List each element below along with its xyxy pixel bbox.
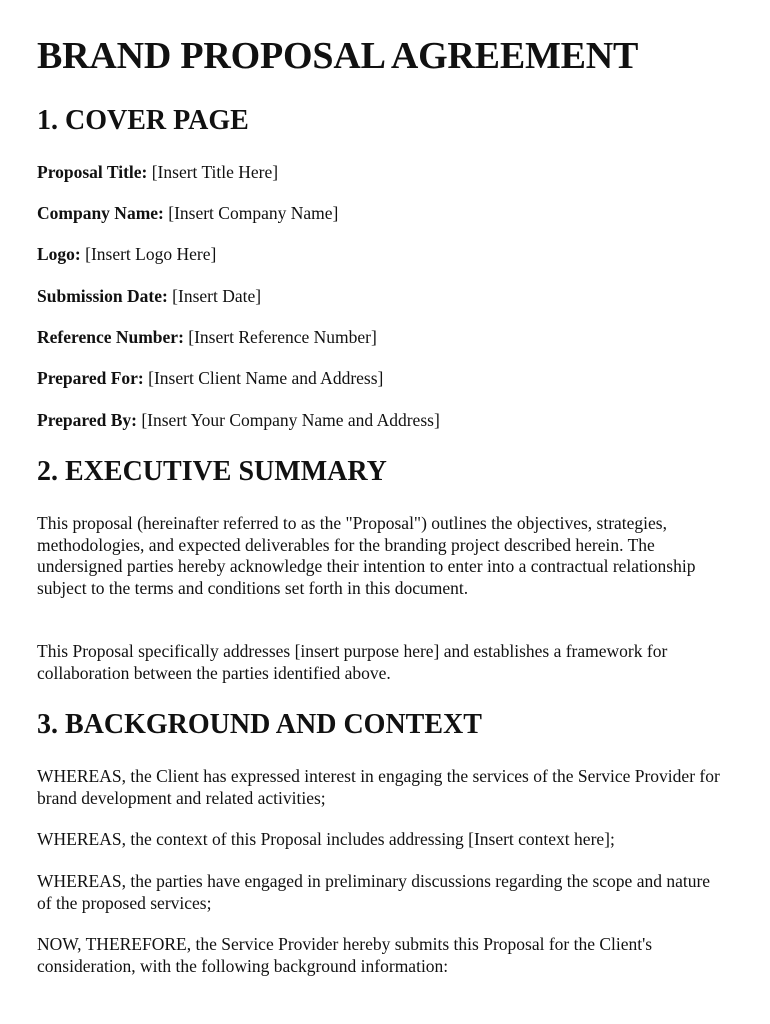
field-submission-date bbox=[37, 285, 261, 307]
background-paragraph: NOW, THEREFORE, the Service Provider hereby submits this Proposal for the Client's consideration, with the following background information: bbox=[37, 934, 653, 976]
field-value: [Insert Company Name] bbox=[168, 203, 339, 223]
field-value: [Insert Date] bbox=[172, 286, 262, 306]
field-value: [Insert Your Company Name and Address] bbox=[141, 410, 440, 430]
background-paragraph: WHEREAS, the context of this Proposal includes addressing [Insert context here]; bbox=[37, 829, 615, 849]
field-proposal-title bbox=[37, 161, 278, 183]
field-value: [Insert Reference Number] bbox=[188, 327, 377, 347]
field-company-name bbox=[37, 202, 338, 224]
field-label: Company Name: bbox=[37, 203, 164, 223]
background-paragraph: WHEREAS, the parties have engaged in preliminary discussions regarding the scope and nature of the proposed services; bbox=[37, 871, 711, 913]
section-heading-cover-page: 1. COVER PAGE bbox=[37, 105, 249, 136]
field-reference-number bbox=[37, 326, 377, 348]
field-value: [Insert Title Here] bbox=[151, 162, 279, 182]
background-paragraph: WHEREAS, the Client has expressed interest in engaging the services of the Service Provider for brand development and related activities; bbox=[37, 766, 720, 808]
field-label: Submission Date: bbox=[37, 286, 168, 306]
section-heading-executive-summary: 2. EXECUTIVE SUMMARY bbox=[37, 456, 387, 487]
field-label: Prepared By: bbox=[37, 410, 137, 430]
field-prepared-for bbox=[37, 367, 383, 389]
field-value: [Insert Logo Here] bbox=[85, 244, 217, 264]
field-label: Prepared For: bbox=[37, 368, 144, 388]
document-title: BRAND PROPOSAL AGREEMENT bbox=[37, 35, 639, 77]
executive-summary-paragraph: This Proposal specifically addresses [insert purpose here] and establishes a framework for collaboration between the parties identified above. bbox=[37, 641, 668, 683]
field-prepared-by bbox=[37, 409, 440, 431]
executive-summary-paragraph: This proposal (hereinafter referred to as the "Proposal") outlines the objectives, strategies, methodologies, and expected deliverables for the branding project described herein. The undersigned parties hereby acknowledge their intention to enter into a contractual relationship subject to the terms and conditions set forth in this document. bbox=[37, 513, 696, 598]
field-label: Reference Number: bbox=[37, 327, 184, 347]
field-label: Logo: bbox=[37, 244, 81, 264]
field-label: Proposal Title: bbox=[37, 162, 148, 182]
field-value: [Insert Client Name and Address] bbox=[148, 368, 384, 388]
field-logo bbox=[37, 243, 216, 265]
section-heading-background: 3. BACKGROUND AND CONTEXT bbox=[37, 709, 482, 740]
